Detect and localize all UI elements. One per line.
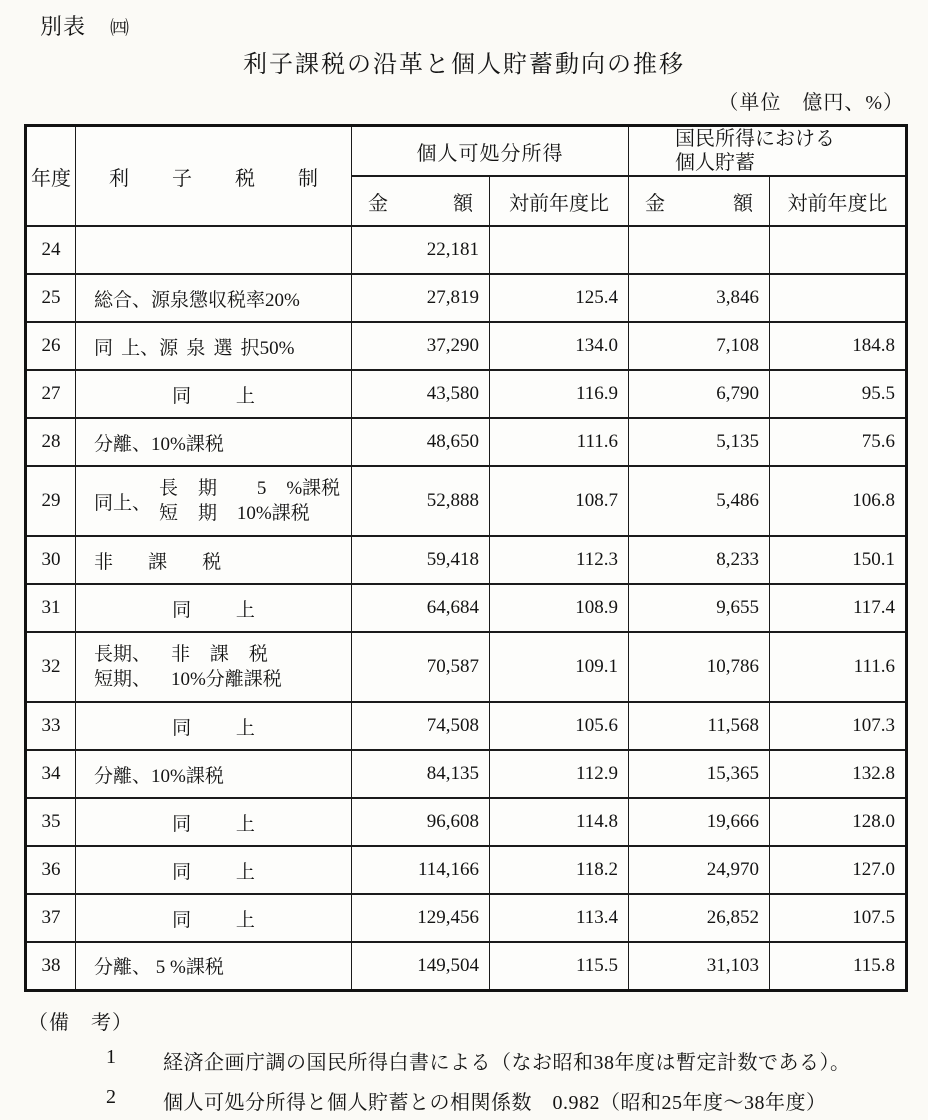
- amount2-cell: 26,852: [629, 894, 770, 942]
- notes-heading: （備 考）: [28, 1012, 133, 1034]
- tax-system-cell: 分離、10%課税: [76, 750, 352, 798]
- year-cell: 25: [26, 274, 76, 322]
- header-amount-right: 額: [453, 192, 473, 215]
- table-row: [26, 584, 907, 632]
- table-row: [26, 894, 907, 942]
- amount2-cell: 11,568: [629, 702, 770, 750]
- amount2-cell: 24,970: [629, 846, 770, 894]
- yoy2-cell: 107.3: [770, 702, 907, 750]
- note-text: 経済企画庁調の国民所得白書による（なお昭和38年度は暫定計数である）。: [163, 1052, 851, 1074]
- unit-note: （単位 億円、%）: [718, 92, 904, 114]
- yoy1-cell: 125.4: [490, 274, 629, 322]
- yoy2-cell: 107.5: [770, 894, 907, 942]
- tax-system-cell: 同 上: [76, 798, 352, 846]
- amount2-cell: [629, 226, 770, 274]
- note-number: 2: [106, 1086, 116, 1108]
- amount1-cell: 37,290: [352, 322, 490, 370]
- amount2-cell: 10,786: [629, 632, 770, 702]
- amount1-cell: 43,580: [352, 370, 490, 418]
- yoy1-cell: 108.9: [490, 584, 629, 632]
- amount1-cell: 22,181: [352, 226, 490, 274]
- doc-label-number: ㈣: [110, 18, 131, 39]
- yoy1-cell: 105.6: [490, 702, 629, 750]
- table-row: [26, 370, 907, 418]
- note-item: [28, 1046, 908, 1075]
- tax-system-cell: 同 上: [76, 894, 352, 942]
- amount2-cell: 3,846: [629, 274, 770, 322]
- header-group-disposable-income: 個人可処分所得: [352, 126, 629, 177]
- header-year: 年度: [26, 126, 76, 227]
- yoy2-cell: 132.8: [770, 750, 907, 798]
- yoy1-cell: 112.3: [490, 536, 629, 584]
- amount2-cell: 8,233: [629, 536, 770, 584]
- amount2-cell: 9,655: [629, 584, 770, 632]
- yoy1-cell: 114.8: [490, 798, 629, 846]
- tax-system-cell: 同 上: [76, 846, 352, 894]
- tax-line1: 長 期 5 %課税: [159, 478, 341, 499]
- tax-system-cell: 同 上: [76, 702, 352, 750]
- tax-line2: 短期、 10%分離課税: [94, 669, 282, 690]
- yoy1-cell: [490, 226, 629, 274]
- tax-system-cell: [76, 466, 352, 536]
- amount1-cell: 96,608: [352, 798, 490, 846]
- header-tax-system: 利 子 税 制: [76, 126, 352, 227]
- yoy2-cell: 117.4: [770, 584, 907, 632]
- doc-label-text: 別表: [40, 14, 87, 39]
- note-number: 1: [106, 1046, 116, 1068]
- note-text: 個人可処分所得と個人貯蓄との相関係数 0.982（昭和25年度～38年度）: [163, 1092, 827, 1114]
- tax-system-cell: 分離、10%課税: [76, 418, 352, 466]
- amount1-cell: 84,135: [352, 750, 490, 798]
- tax-system-cell: 同 上: [76, 584, 352, 632]
- tax-prefix: 同上、: [94, 492, 152, 514]
- year-cell: 31: [26, 584, 76, 632]
- tax-system-cell: 同 上: [76, 370, 352, 418]
- yoy2-cell: [770, 274, 907, 322]
- year-cell: 30: [26, 536, 76, 584]
- table-body: [26, 226, 907, 990]
- year-cell: 27: [26, 370, 76, 418]
- data-table: [24, 124, 908, 992]
- header-amount-left: 金: [368, 192, 388, 215]
- header-group-personal-savings: [629, 126, 907, 177]
- table-row: [26, 846, 907, 894]
- tax-system-cell: [76, 632, 352, 702]
- amount2-cell: 5,486: [629, 466, 770, 536]
- amount2-cell: 19,666: [629, 798, 770, 846]
- yoy2-cell: 115.8: [770, 942, 907, 990]
- year-cell: 32: [26, 632, 76, 702]
- yoy1-cell: 118.2: [490, 846, 629, 894]
- table-row: [26, 226, 907, 274]
- yoy1-cell: 113.4: [490, 894, 629, 942]
- amount2-cell: 6,790: [629, 370, 770, 418]
- header-amount-right: 額: [733, 192, 753, 215]
- year-cell: 36: [26, 846, 76, 894]
- amount2-cell: 15,365: [629, 750, 770, 798]
- amount1-cell: 48,650: [352, 418, 490, 466]
- page-title: 利子課税の沿革と個人貯蓄動向の推移: [243, 52, 685, 78]
- year-cell: 33: [26, 702, 76, 750]
- tax-system-cell: [76, 226, 352, 274]
- yoy2-cell: 106.8: [770, 466, 907, 536]
- header-group2-line2: 個人貯蓄: [675, 152, 755, 174]
- amount2-cell: 5,135: [629, 418, 770, 466]
- year-cell: 37: [26, 894, 76, 942]
- header-amount-left: 金: [645, 192, 665, 215]
- amount1-cell: 129,456: [352, 894, 490, 942]
- table-row: [26, 750, 907, 798]
- yoy2-cell: 95.5: [770, 370, 907, 418]
- tax-line1: 長期、 非 課 税: [94, 644, 268, 665]
- amount1-cell: 114,166: [352, 846, 490, 894]
- year-cell: 24: [26, 226, 76, 274]
- yoy1-cell: 111.6: [490, 418, 629, 466]
- tax-system-cell: 総合、源泉懲収税率20%: [76, 274, 352, 322]
- yoy1-cell: 109.1: [490, 632, 629, 702]
- doc-label: [40, 10, 130, 41]
- header-group2-line1: 国民所得における: [675, 128, 835, 150]
- year-cell: 29: [26, 466, 76, 536]
- amount1-cell: 74,508: [352, 702, 490, 750]
- tax-system-cell: 非 課 税: [76, 536, 352, 584]
- header-yoy-1: 対前年度比: [490, 176, 629, 226]
- year-cell: 38: [26, 942, 76, 990]
- yoy1-cell: 134.0: [490, 322, 629, 370]
- yoy2-cell: 75.6: [770, 418, 907, 466]
- table-row: [26, 536, 907, 584]
- table-row: [26, 418, 907, 466]
- year-cell: 28: [26, 418, 76, 466]
- header-amount-1: [352, 176, 490, 226]
- header-yoy-2: 対前年度比: [770, 176, 907, 226]
- tax-line2: 短 期 10%課税: [159, 503, 310, 524]
- yoy2-cell: 111.6: [770, 632, 907, 702]
- amount1-cell: 149,504: [352, 942, 490, 990]
- header-amount-2: [629, 176, 770, 226]
- yoy2-cell: 128.0: [770, 798, 907, 846]
- notes-section: [28, 1006, 908, 1115]
- year-cell: 26: [26, 322, 76, 370]
- amount1-cell: 27,819: [352, 274, 490, 322]
- yoy1-cell: 112.9: [490, 750, 629, 798]
- table-row: [26, 702, 907, 750]
- table-row: [26, 942, 907, 990]
- amount1-cell: 64,684: [352, 584, 490, 632]
- table-row: [26, 274, 907, 322]
- table-row: [26, 632, 907, 702]
- yoy2-cell: 184.8: [770, 322, 907, 370]
- table-row: [26, 322, 907, 370]
- table-row: [26, 466, 907, 536]
- year-cell: 34: [26, 750, 76, 798]
- yoy1-cell: 108.7: [490, 466, 629, 536]
- amount1-cell: 70,587: [352, 632, 490, 702]
- amount2-cell: 31,103: [629, 942, 770, 990]
- amount2-cell: 7,108: [629, 322, 770, 370]
- table-row: [26, 798, 907, 846]
- table-header: [26, 126, 907, 227]
- yoy1-cell: 115.5: [490, 942, 629, 990]
- yoy2-cell: 150.1: [770, 536, 907, 584]
- yoy2-cell: [770, 226, 907, 274]
- tax-system-cell: 分離、 5 %課税: [76, 942, 352, 990]
- amount1-cell: 52,888: [352, 466, 490, 536]
- yoy2-cell: 127.0: [770, 846, 907, 894]
- year-cell: 35: [26, 798, 76, 846]
- tax-system-cell: 同 上、源 泉 選 択50%: [76, 322, 352, 370]
- amount1-cell: 59,418: [352, 536, 490, 584]
- note-item: [28, 1086, 908, 1115]
- yoy1-cell: 116.9: [490, 370, 629, 418]
